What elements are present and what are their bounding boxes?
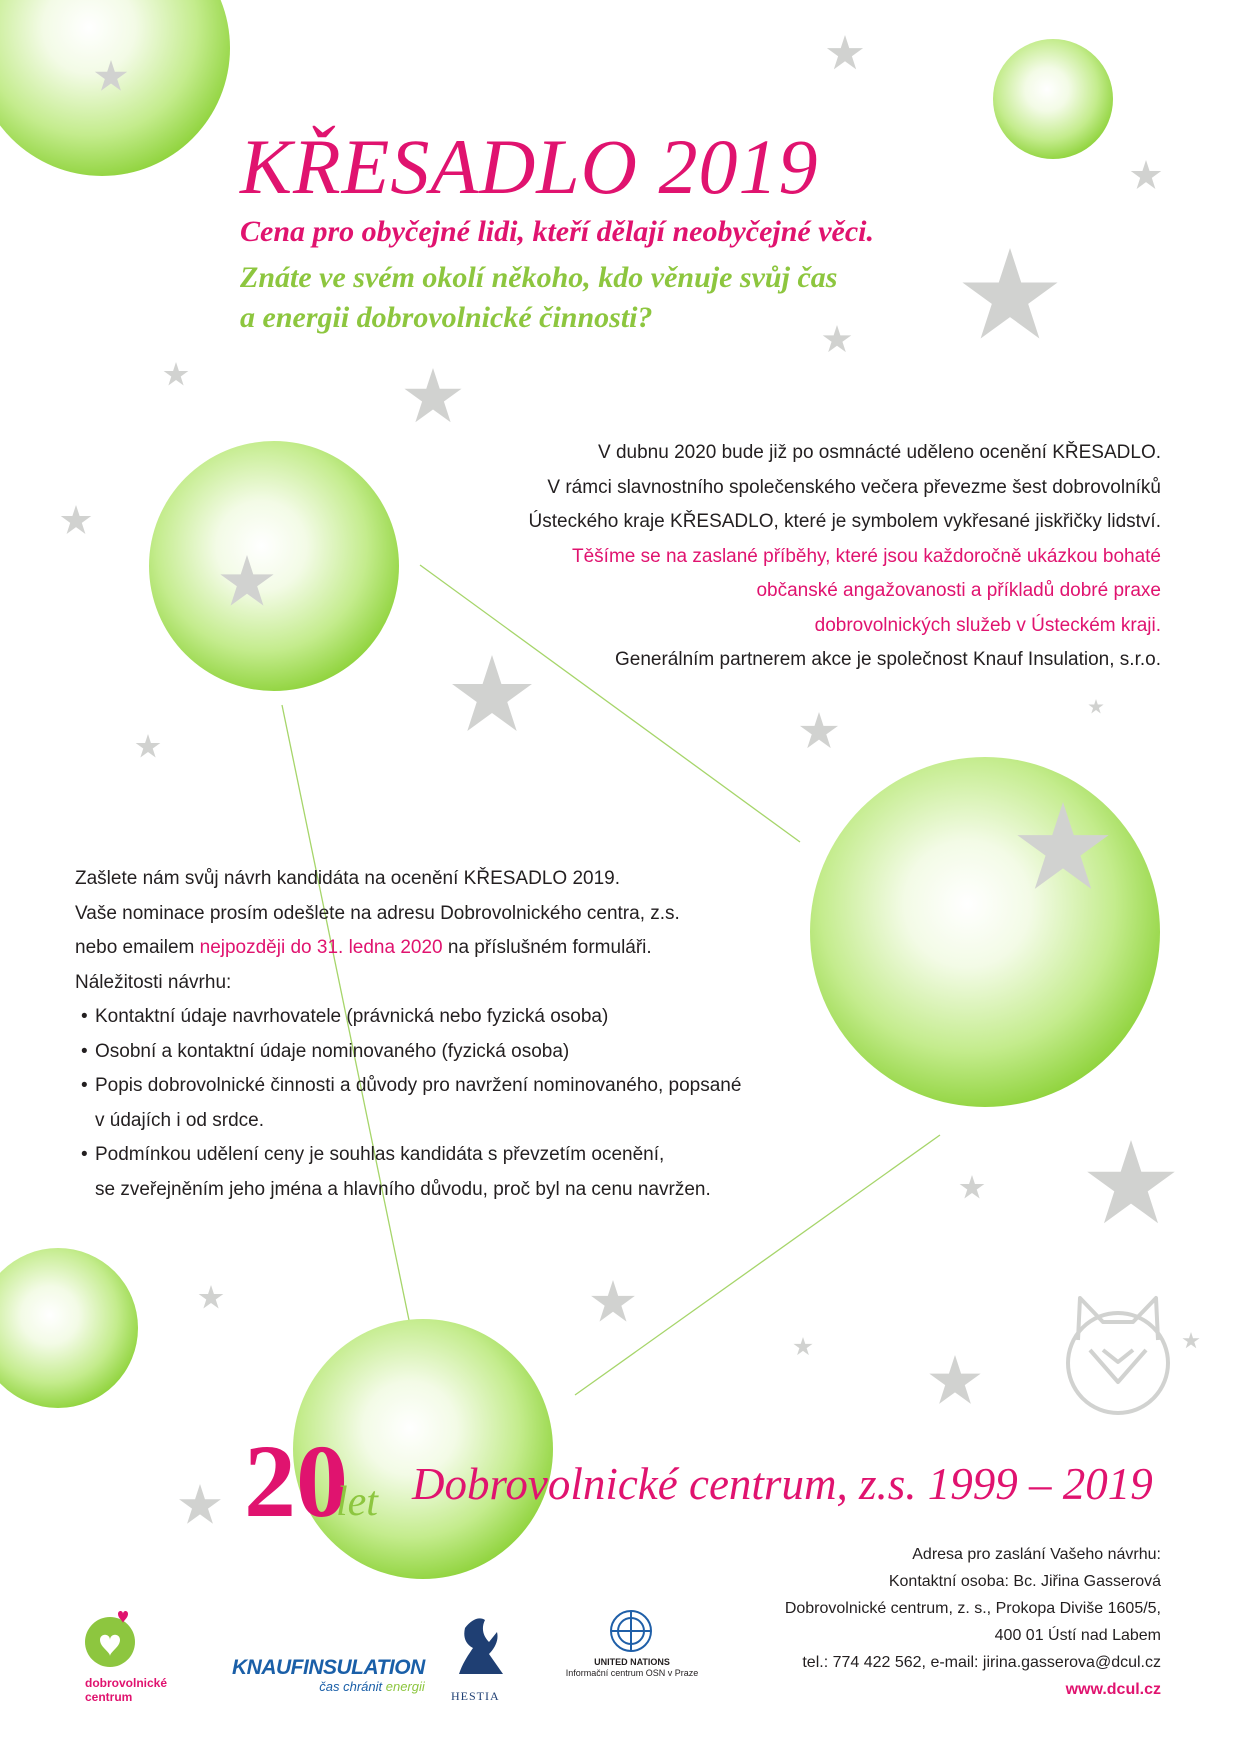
website-link[interactable]: www.dcul.cz xyxy=(1065,1681,1161,1698)
question-line-2: a energii dobrovolnické činnosti? xyxy=(240,301,653,334)
intro-line-3: Ústeckého kraje KŘESADLO, které je symbolem vykřesané jiskřičky lidství. xyxy=(528,511,1161,532)
requirement-item: • Kontaktní údaje navrhovatele (právnická nebo fyzická osoba) xyxy=(75,1000,835,1035)
requirement-item-continuation: se zveřejněním jeho jména a hlavního důvodu, proč byl na cenu navržen. xyxy=(95,1178,711,1200)
nomination-line-3 xyxy=(75,931,835,966)
bubble-top-left xyxy=(0,0,230,176)
nomination-line-2: Vaše nominace prosím odešlete na adresu Dobrovolnického centra, z.s. xyxy=(75,902,680,924)
un-logo-graphic xyxy=(611,1611,651,1651)
hestia-logo-label: HESTIA xyxy=(451,1689,500,1703)
deadline: nejpozději do 31. ledna 2020 xyxy=(199,937,443,958)
requirements-list xyxy=(75,1000,835,1207)
address-city: 400 01 Ústí nad Labem xyxy=(994,1627,1161,1644)
bubble-top-right xyxy=(993,39,1113,159)
bubble-mid-left xyxy=(149,441,399,691)
anniversary-org: Dobrovolnické centrum, z.s. 1999 – 2019 xyxy=(412,1459,1153,1509)
knauf-slogan-em: energii xyxy=(385,1679,425,1694)
address-contact: Kontaktní osoba: Bc. Jiřina Gasserová xyxy=(888,1573,1161,1590)
intro-partner: Generálním partnerem akce je společnost Knauf Insulation, s.r.o. xyxy=(614,649,1161,670)
fox-emblem-icon xyxy=(1068,1298,1168,1413)
question-line-1: Znáte ve svém okolí někoho, kdo věnuje svůj čas xyxy=(240,261,838,294)
bubble-bottom-left xyxy=(0,1248,138,1408)
requirement-item-continuation: v údajích i od srdce. xyxy=(95,1109,264,1131)
address-phone-email: tel.: 774 422 562, e-mail: jirina.gasserova@dcul.cz xyxy=(802,1654,1161,1671)
nomination-line-1: Zašlete nám svůj návrh kandidáta na ocenění KŘESADLO 2019. xyxy=(75,868,620,889)
address-street: Dobrovolnické centrum, z. s., Prokopa Diviše 1605/5, xyxy=(784,1600,1161,1617)
dc-logo xyxy=(85,1676,167,1704)
dc-logo-line-1: dobrovolnické xyxy=(85,1676,168,1690)
knauf-brand: KNAUFINSULATION xyxy=(232,1656,425,1679)
requirement-item: • Osobní a kontaktní údaje nominovaného (fyzická osoba) xyxy=(75,1035,835,1070)
intro-highlight-2: občanské angažovanosti a příkladů dobré praxe xyxy=(756,580,1161,601)
bubble-large-right xyxy=(810,757,1160,1107)
address-heading: Adresa pro zaslání Vašeho návrhu: xyxy=(912,1546,1161,1563)
un-logo-line-1: UNITED NATIONS xyxy=(594,1657,670,1667)
nomination-line-3-pre: nebo emailem xyxy=(75,937,200,958)
intro-highlight-1: Těšíme se na zaslané příběhy, které jsou každoročně ukázkou bohaté xyxy=(572,545,1161,567)
intro-line-1: V dubnu 2020 bude již po osmnácté uděleno ocenění KŘESADLO. xyxy=(598,442,1161,463)
tagline: Cena pro obyčejné lidi, kteří dělají neobyčejné věci. xyxy=(240,215,875,248)
nomination-block xyxy=(75,862,835,1207)
page-title: KŘESADLO 2019 xyxy=(240,123,819,210)
intro-line-2: V rámci slavnostního společenského večera převezme šest dobrovolníků xyxy=(547,476,1161,498)
anniversary-number: 20 xyxy=(244,1424,348,1539)
dc-logo-graphic xyxy=(85,1611,135,1667)
question xyxy=(240,258,837,338)
requirement-item: • Podmínkou udělení ceny je souhlas kandidáta s převzetím ocenění, xyxy=(75,1138,835,1173)
dc-logo-line-2: centrum xyxy=(85,1690,133,1704)
nomination-line-3-post: na příslušném formuláři. xyxy=(442,937,652,958)
hestia-logo-graphic xyxy=(459,1618,503,1674)
intro-highlight-3: dobrovolnických služeb v Ústeckém kraji. xyxy=(814,614,1161,636)
anniversary-word: let xyxy=(336,1479,378,1525)
knauf-logo xyxy=(232,1656,425,1694)
un-logo xyxy=(560,1657,704,1679)
knauf-slogan-pre: čas chránit xyxy=(319,1679,386,1694)
intro-paragraph xyxy=(461,436,1161,678)
un-logo-line-2: Informační centrum OSN v Praze xyxy=(565,1668,699,1678)
address-block xyxy=(785,1541,1161,1703)
requirement-item: • Popis dobrovolnické činnosti a důvody pro navržení nominovaného, popsané xyxy=(75,1069,835,1104)
knauf-slogan xyxy=(232,1680,425,1694)
requirements-heading: Náležitosti návrhu: xyxy=(75,971,232,993)
